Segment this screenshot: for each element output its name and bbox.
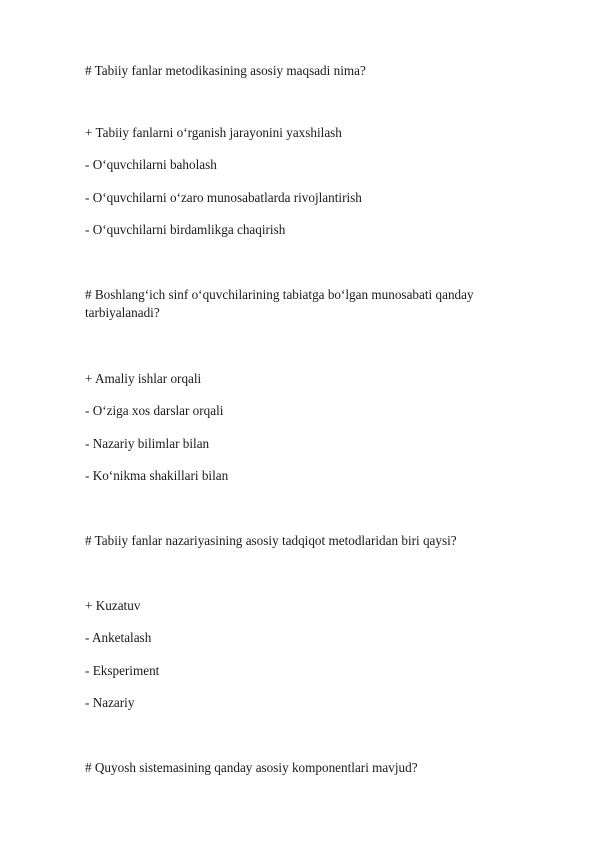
answer-1-option-3: - O‘quvchilarni o‘zaro munosabatlarda rivojlantirish: [85, 190, 362, 205]
answer-2-option-2: - O‘ziga xos darslar orqali: [85, 403, 224, 418]
question-2: # Boshlang‘ich sinf o‘quvchilarining tabiatga bo‘lgan munosabati qanday tarbiyalanadi?: [85, 287, 474, 320]
answer-1-correct: + Tabiiy fanlarni o‘rganish jarayonini yaxshilash: [85, 125, 342, 140]
question-1: # Tabiiy fanlar metodikasining asosiy maqsadi nima?: [85, 63, 366, 78]
answer-3-option-4: - Nazariy: [85, 695, 135, 710]
answer-3-option-3: - Eksperiment: [85, 663, 160, 678]
question-4: # Quyosh sistemasining qanday asosiy komponentlari mavjud?: [85, 760, 418, 775]
question-3: # Tabiiy fanlar nazariyasining asosiy tadqiqot metodlaridan biri qaysi?: [85, 533, 457, 548]
answer-3-correct: + Kuzatuv: [85, 598, 141, 613]
answer-2-option-3: - Nazariy bilimlar bilan: [85, 436, 210, 451]
answer-2-correct: + Amaliy ishlar orqali: [85, 371, 202, 386]
answer-2-option-4: - Ko‘nikma shakillari bilan: [85, 468, 229, 483]
answer-3-option-2: - Anketalash: [85, 630, 152, 645]
answer-1-option-2: - O‘quvchilarni baholash: [85, 157, 217, 172]
answer-1-option-4: - O‘quvchilarni birdamlikga chaqirish: [85, 222, 286, 237]
